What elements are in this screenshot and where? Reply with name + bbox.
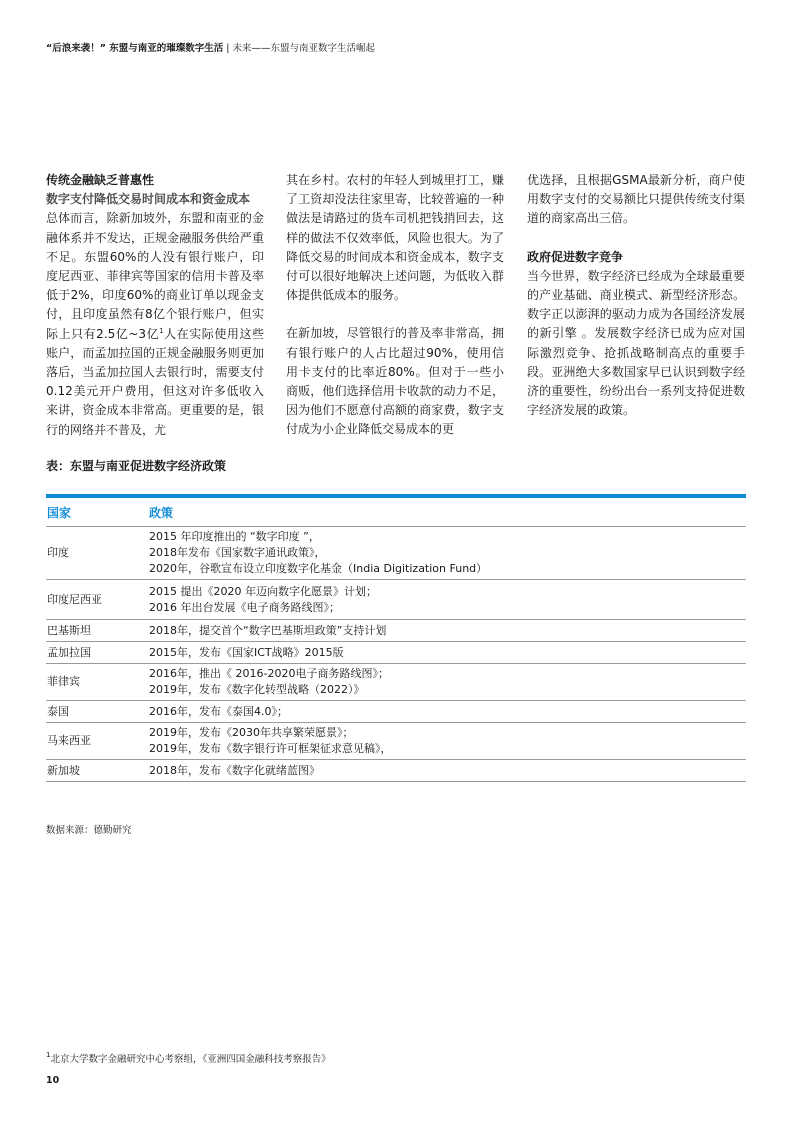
country-cell: 孟加拉国 — [46, 642, 149, 664]
column-header-policy: 政策 — [149, 500, 746, 527]
country-cell: 泰国 — [46, 701, 149, 723]
table-row — [46, 642, 746, 664]
policy-cell — [149, 723, 746, 760]
header-separator: | — [226, 43, 230, 54]
policy-line: 2019年，发布《数字银行许可框架征求意见稿》， — [149, 742, 392, 755]
body-paragraph: 其在乡村。农村的年轻人到城里打工，赚了工资却没法往家里寄，比较普遍的一种做法是请路过的货车司机把钱捎回去，这样的做法不仅效率低，风险也很大。为了降低交易的时间成本和资金成本，数字支付可以很好地解决上述问题，为低收入群体提供低成本的服务。 — [286, 173, 504, 303]
table-row — [46, 701, 746, 723]
running-header — [46, 42, 746, 56]
policy-line: 2015 提出《2020 年迈向数字化愿景》计划； — [149, 584, 377, 598]
policy-line: 2018年发布《国家数字通讯政策》， — [149, 546, 326, 559]
table-source: 数据来源：德勤研究 — [46, 825, 132, 836]
policy-table — [46, 500, 746, 782]
policy-line: 2016 年出台发展《电子商务路线图》； — [149, 600, 340, 614]
policy-cell — [149, 760, 746, 782]
policy-line: 2018年，发布《数字化就绪蓝图》 — [149, 763, 320, 777]
table-row — [46, 723, 746, 760]
policy-line: 2019年，发布《2030年共享繁荣愿景》； — [149, 726, 354, 739]
text-column-2 — [286, 171, 504, 440]
body-paragraph: 优选择，且根据GSMA最新分析，商户使用数字支付的交易额比只提供传统支付渠道的商家高出三倍。 — [527, 173, 745, 226]
body-text-part-b: 人在实际使用这些账户，而孟加拉国的正规金融服务则更加落后，当孟加拉国人去银行时，需要支付0.12美元开户费用，但这对许多低收入来讲，资金成本非常高。更重要的是，银行的网络并不普及，尤 — [46, 326, 264, 437]
country-cell: 马来西亚 — [46, 723, 149, 760]
body-paragraph: 当今世界，数字经济已经成为全球最重要的产业基础、商业模式、新型经济形态。数字正以澎湃的驱动力成为各国经济发展的新引擎 。发展数字经济已成为应对国际激烈竞争、抢抓战略制高点的重要手段。亚洲绝大多数国家早已认识到数字经济的重要性，纷纷出台一系列支持促进数字经济发展的政策。 — [527, 268, 745, 418]
section-heading-government: 政府促进数字竞争 — [527, 249, 624, 264]
country-cell: 菲律宾 — [46, 664, 149, 701]
policy-line: 2019年，发布《数字化转型战略（2022）》 — [149, 683, 365, 696]
column-header-country: 国家 — [46, 500, 149, 527]
policy-cell — [149, 701, 746, 723]
page-number: 10 — [46, 1075, 60, 1086]
country-cell: 印度尼西亚 — [46, 580, 149, 620]
section-subheading-payment: 数字支付降低交易时间成本和资金成本 — [46, 192, 251, 207]
table-row — [46, 664, 746, 701]
policy-cell — [149, 642, 746, 664]
body-paragraph: 在新加坡，尽管银行的普及率非常高，拥有银行账户的人占比超过90%，使用信用卡支付的比率近80%。但对于一些小商贩，他们选择信用卡收款的动力不足，因为他们不愿意付高额的商家费，数字支付成为小企业降低交易成本的更 — [286, 326, 504, 437]
table-row — [46, 527, 746, 580]
policy-cell — [149, 580, 746, 620]
table-top-rule — [46, 494, 746, 498]
footnote-reference: 1 — [159, 326, 164, 335]
policy-line: 2016年，推出《 2016-2020电子商务路线图》； — [149, 667, 389, 680]
section-heading-finance: 传统金融缺乏普惠性 — [46, 173, 155, 187]
policy-line: 2020年，谷歌宣布设立印度数字化基金（India Digitization Fund） — [149, 562, 488, 575]
policy-line: 2016年，发布《泰国4.0》； — [149, 704, 288, 718]
body-text-part-a: 总体而言，除新加坡外，东盟和南亚的金融体系并不发达，正规金融服务供给严重不足。东盟60%的人没有银行账户，印度尼西亚、菲律宾等国家的信用卡普及率低于2%，印度60%的商业订单以现金支付，且印度虽然有8亿个银行账户，但实际上只有2.5亿~3亿 — [46, 211, 264, 341]
footnote — [46, 1053, 331, 1067]
table-title: 表：东盟与南亚促进数字经济政策 — [46, 459, 227, 473]
body-paragraph — [46, 209, 264, 439]
policy-line: 2015年，发布《国家ICT战略》2015版 — [149, 645, 344, 659]
policy-cell — [149, 527, 746, 580]
policy-cell — [149, 620, 746, 642]
text-column-3 — [527, 171, 745, 420]
policy-line: 2015 年印度推出的 “数字印度 ”， — [149, 530, 320, 543]
country-cell: 新加坡 — [46, 760, 149, 782]
footnote-mark: 1 — [46, 1051, 51, 1059]
country-cell: 印度 — [46, 527, 149, 580]
table-header-row — [46, 500, 746, 527]
header-bold-title: “后浪来袭！” 东盟与南亚的璀璨数字生活 — [46, 43, 224, 54]
table-row — [46, 760, 746, 782]
country-cell: 巴基斯坦 — [46, 620, 149, 642]
footnote-text: 北京大学数字金融研究中心考察组，《亚洲四国金融科技考察报告》 — [50, 1054, 331, 1065]
policy-line: 2018年，提交首个“数字巴基斯坦政策”支持计划 — [149, 623, 387, 637]
header-subtitle: 未来——东盟与南亚数字生活崛起 — [232, 43, 376, 54]
table-row — [46, 580, 746, 620]
text-column-1 — [46, 171, 264, 440]
policy-cell — [149, 664, 746, 701]
table-row — [46, 620, 746, 642]
